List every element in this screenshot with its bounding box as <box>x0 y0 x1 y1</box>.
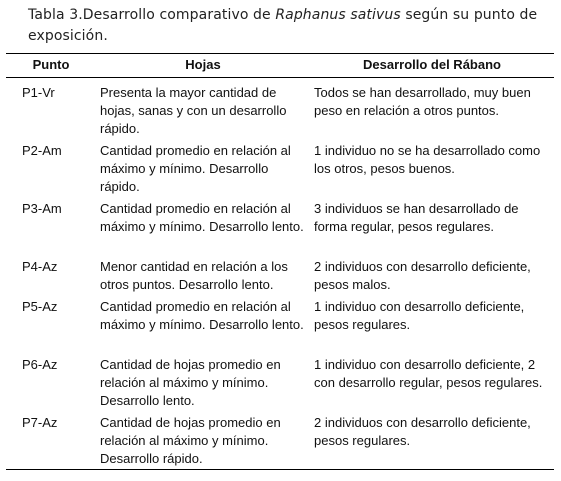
caption-text-after: según su punto de exposición. <box>28 7 538 44</box>
cell-hojas: Presenta la mayor cantidad de hojas, sanas y con un desarrollo rápido. <box>100 85 287 136</box>
cell-desarrollo: 2 individuos con desarrollo deficiente, pesos regulares. <box>314 415 531 448</box>
cell-desarrollo: Todos se han desarrollado, muy buen peso en relación a otros puntos. <box>314 85 531 118</box>
cell-hojas: Menor cantidad en relación a los otros puntos. Desarrollo lento. <box>100 259 288 292</box>
cell-hojas: Cantidad promedio en relación al máximo y mínimo. Desarrollo lento. <box>100 299 304 332</box>
table-row <box>6 411 554 470</box>
cell-punto: P4-Az <box>22 259 58 274</box>
cell-desarrollo: 3 individuos se han desarrollado de forma regular, pesos regulares. <box>314 201 519 234</box>
table-row <box>6 78 554 140</box>
caption-prefix: Tabla 3. <box>28 7 83 23</box>
cell-desarrollo: 1 individuo no se ha desarrollado como los otros, pesos buenos. <box>314 143 541 176</box>
header-hojas: Hojas <box>185 57 221 72</box>
table-row <box>6 353 554 411</box>
table-row <box>6 139 554 197</box>
cell-desarrollo: 2 individuos con desarrollo deficiente, pesos malos. <box>314 259 531 292</box>
caption-species-name: Raphanus sativus <box>275 7 401 23</box>
caption-text-before: Desarrollo comparativo de <box>82 7 276 23</box>
table-row <box>6 295 554 353</box>
table-row <box>6 255 554 295</box>
cell-punto: P1-Vr <box>22 85 55 100</box>
cell-punto: P2-Am <box>22 143 62 158</box>
table-header-row <box>6 54 554 78</box>
cell-desarrollo: 1 individuo con desarrollo deficiente, 2 con desarrollo regular, pesos regulares. <box>314 357 543 390</box>
header-punto: Punto <box>32 57 70 72</box>
cell-punto: P7-Az <box>22 415 58 430</box>
cell-hojas: Cantidad promedio en relación al máximo y mínimo. Desarrollo lento. <box>100 201 304 234</box>
cell-hojas: Cantidad de hojas promedio en relación al máximo y mínimo. Desarrollo lento. <box>100 357 281 408</box>
table-row <box>6 197 554 255</box>
cell-hojas: Cantidad promedio en relación al máximo y mínimo. Desarrollo rápido. <box>100 143 291 194</box>
header-desarrollo: Desarrollo del Rábano <box>363 57 501 72</box>
comparison-table <box>6 53 554 470</box>
table-caption <box>28 5 538 47</box>
cell-punto: P3-Am <box>22 201 62 216</box>
cell-desarrollo: 1 individuo con desarrollo deficiente, pesos regulares. <box>314 299 525 332</box>
cell-punto: P6-Az <box>22 357 58 372</box>
cell-punto: P5-Az <box>22 299 58 314</box>
cell-hojas: Cantidad de hojas promedio en relación al máximo y mínimo. Desarrollo rápido. <box>100 415 281 466</box>
